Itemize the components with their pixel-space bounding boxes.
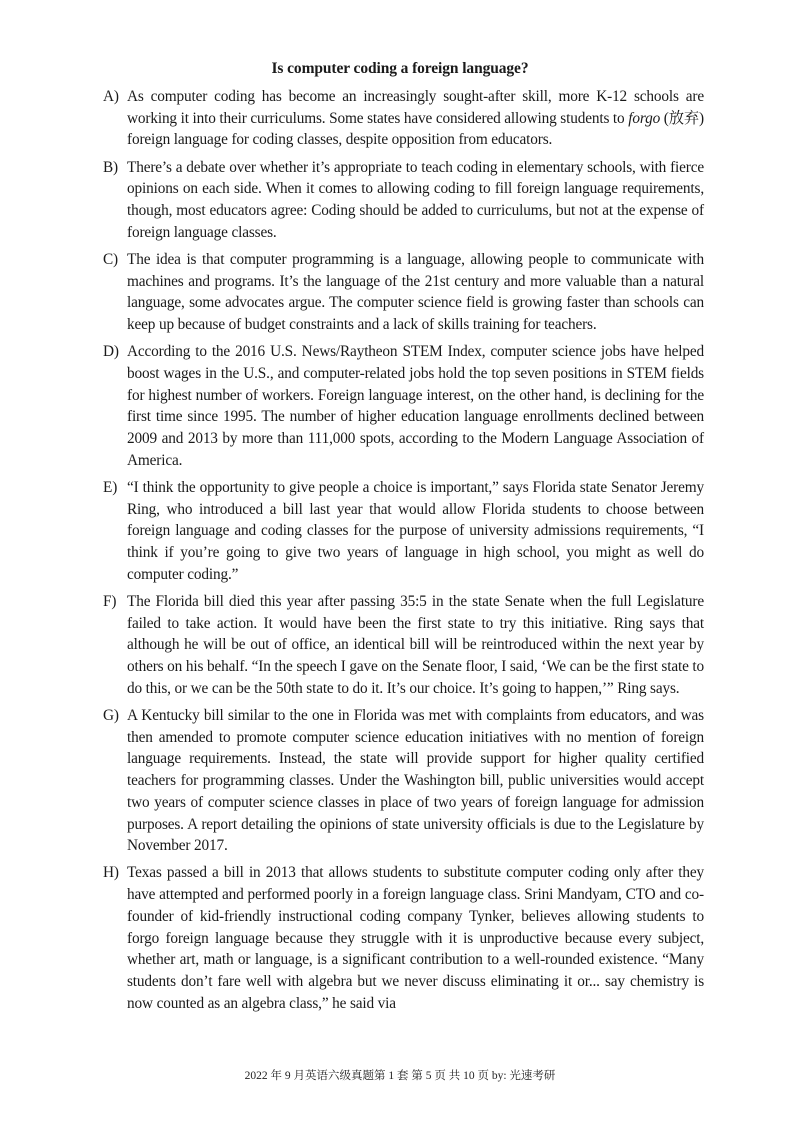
paragraph-text-part: As computer coding has become an increasingly sought-after skill, more K-12 schools are working it into their curriculums. Some states have considered allowing students to: [127, 88, 704, 127]
italic-term: forgo: [628, 109, 661, 127]
paragraph-text: There’s a debate over whether it’s appropriate to teach coding in elementary schools, with fierce opinions on each side. When it comes to allowing coding to fill foreign language requirements, though, most educators agree: Coding should be added to curriculums, but not at the expense of foreign language classes.: [127, 158, 704, 241]
paragraph-d: [100, 341, 704, 471]
paragraph-label: C): [103, 250, 118, 268]
paragraph-label: D): [103, 343, 119, 361]
paragraph-text: According to the 2016 U.S. News/Raytheon STEM Index, computer science jobs have helped boost wages in the U.S., and computer-related jobs hold the top seven positions in STEM fields for highest number of workers. Foreign language interest, on the other hand, is declining for the first time since 1995. The number of higher education language enrollments declined between 2009 and 2013 by more than 111,000 spots, according to the Modern Language Association of America.: [127, 343, 704, 469]
paragraph-h: [100, 862, 704, 1014]
page-footer: 2022 年 9 月英语六级真题第 1 套 第 5 页 共 10 页 by: 光速考研: [244, 1070, 556, 1082]
paragraph-text: The idea is that computer programming is a language, allowing people to communicate with machines and programs. It’s the language of the 21st century and more valuable than a natural language, some advocates argue. The computer science field is growing faster than schools can keep up because of budget constraints and a lack of skills training for teachers.: [127, 250, 704, 334]
paragraph-label: G): [103, 706, 119, 724]
paragraph-g: [100, 705, 704, 857]
paragraph-f: [100, 591, 704, 700]
paragraph-b: [100, 157, 704, 244]
paragraph-text: “I think the opportunity to give people a choice is important,” says Florida state Senator Jeremy Ring, who introduced a bill last year that would allow Florida students to choose between foreign language and coding classes for the purpose of university admissions requirements, “I think if you’re going to give two years of language in high school, you might as well do computer coding.”: [127, 478, 704, 583]
paragraph-text: Texas passed a bill in 2013 that allows students to substitute computer coding only after they have attempted and performed poorly in a foreign language class. Srini Mandyam, CTO and co-founder of kid-friendly instructional coding company Tynker, believes allowing students to forgo foreign language because they struggle with it is unproductive because every subject, whether art, math or language, is a significant contribution to a well-rounded existence. “Many students don’t fare well with algebra but we never discuss eliminating it or... say chemistry is now counted as an algebra class,” he said via: [127, 864, 704, 1012]
paragraph-text: A Kentucky bill similar to the one in Florida was met with complaints from educators, and was then amended to promote computer science education initiatives with no mention of foreign language requirements. Instead, the state will provide support for higher quality certified teachers for programming classes. Under the Washington bill, public universities would accept two years of computer science classes in place of two years of foreign language for admission purposes. A report detailing the opinions of state university officials is due to the Legislature by November 2017.: [127, 706, 704, 855]
paragraph-label: B): [103, 158, 118, 176]
paragraph-label: F): [103, 592, 117, 610]
paragraph-text: The Florida bill died this year after passing 35:5 in the state Senate when the full Legislature failed to take action. It would have been the first state to try this initiative. Ring says that although he will be out of office, an identical bill will be reintroduced within the next year by others on his behalf. “In the speech I gave on the Senate floor, I said, ‘We can be the first state to do this, or we can be the 50th state to do it. It’s our choice. It’s going to happen,’” Ring says.: [127, 592, 704, 697]
paragraph-text: [127, 86, 704, 151]
article-title: Is computer coding a foreign language?: [271, 60, 529, 77]
paragraph-label: E): [103, 478, 118, 496]
paragraph-label: H): [103, 864, 119, 882]
paragraph-a: [100, 86, 704, 151]
paragraph-label: A): [103, 88, 119, 105]
paragraph-text-part: (放弃) foreign language for coding classes, despite opposition from educators.: [127, 109, 705, 149]
paragraph-c: [100, 249, 704, 336]
paragraph-e: [100, 477, 704, 586]
article-body: [100, 86, 704, 1020]
